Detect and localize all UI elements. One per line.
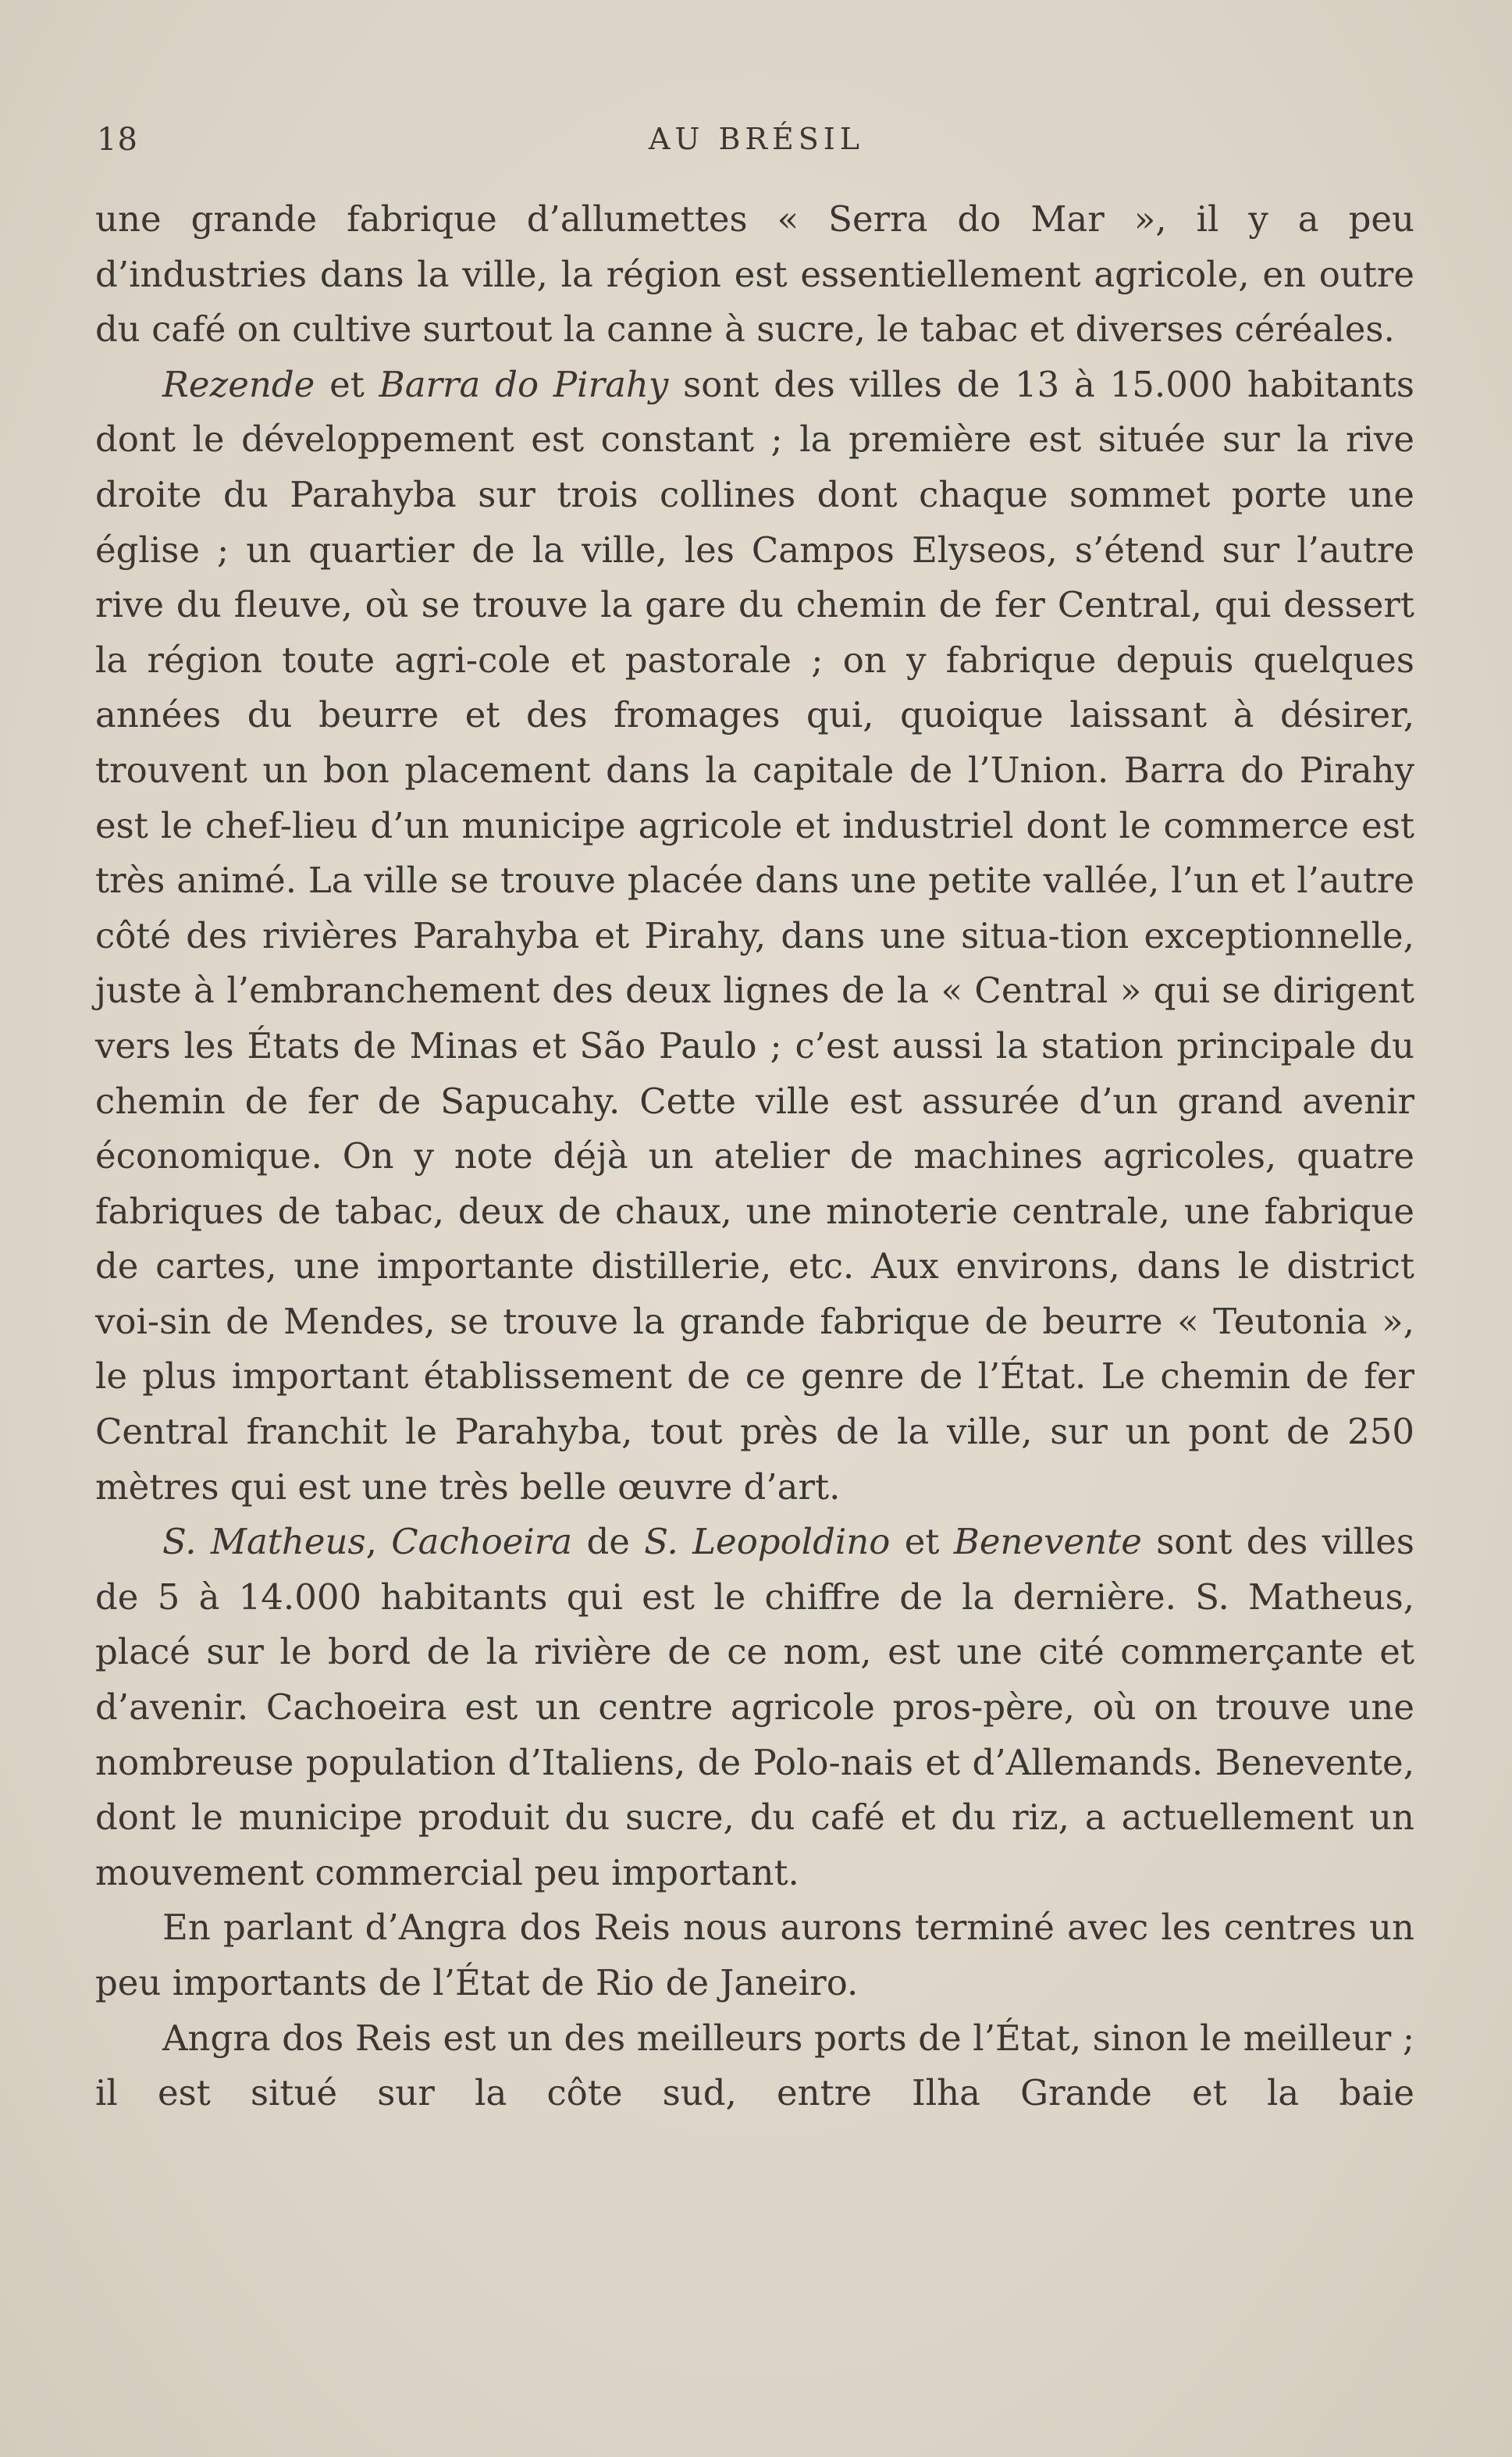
paragraph-2-text: sont des villes de 13 à 15.000 habitants dont le développement est constant ; la première est située sur la rive droite du Parahyba sur trois collines dont chaque sommet porte une église ; un quartier de la ville, les Campos Elyseos, s’étend sur l’autre rive du fleuve, où se trouve la gare du chemin de fer Central, qui dessert la région toute agri-cole et pastorale ; on y fabrique depuis quelques années du beurre et des fromages qui, quoique laissant à désirer, trouvent un bon placement dans la capitale de l’Union. Barra do Pirahy est le chef-lieu d’un municipe agricole et industriel dont le commerce est très animé. La ville se trouve placée dans une petite vallée, l’un et l’autre côté des rivières Parahyba et Pirahy, dans une situa-tion exceptionnelle, juste à l’embranchement des deux lignes de la « Central » qui se dirigent vers les États de Minas et São Paulo ; c’est aussi la station principale du chemin de fer de Sapucahy. Cette ville est assurée d’un grand avenir économique. On y note déjà un atelier de machines agricoles, quatre fabriques de tabac, deux de chaux, une minoterie centrale, une fabrique de cartes, une importante distillerie, etc. Aux environs, dans le district voi-sin de Mendes, se trouve la grande fabrique de beurre « Teutonia », le plus important établissement de ce genre de l’État. Le chemin de fer Central franchit le Parahyba, tout près de la ville, sur un pont de 250 mètres qui est une très belle œuvre d’art. — [95, 363, 1415, 1508]
connector-text: de — [572, 1521, 645, 1563]
paragraph-3 — [95, 1515, 1414, 1900]
place-name-benevente: Benevente — [953, 1521, 1142, 1563]
place-name-s-leopoldino: S. Leopoldino — [644, 1521, 891, 1563]
paragraph-4: En parlant d’Angra dos Reis nous aurons terminé avec les centres un peu importants de l’État de Rio de Janeiro. — [95, 1907, 1414, 2003]
page-number: 18 — [97, 122, 138, 158]
running-title: AU BRÉSIL — [648, 122, 865, 156]
paragraph-2 — [95, 358, 1414, 1515]
paragraph-3-text: sont des villes de 5 à 14.000 habitants qui est le chiffre de la dernière. S. Matheus, placé sur le bord de la rivière de ce nom, est une cité commerçante et d’avenir. Cachoeira est un centre agricole pros-père, où on trouve une nombreuse population d’Italiens, de Polo-nais et d’Allemands. Benevente, dont le municipe produit du sucre, du café et du riz, a actuellement un mouvement commercial peu important. — [95, 1521, 1415, 1893]
body-text — [95, 192, 1414, 2121]
place-name-cachoeira: Cachoeira — [391, 1521, 573, 1563]
place-name-rezende: Rezende — [162, 363, 315, 405]
place-name-barra-do-pirahy: Barra do Pirahy — [379, 363, 669, 405]
connector-text: et — [315, 363, 379, 405]
connector-text: , — [365, 1521, 392, 1563]
connector-text: et — [890, 1521, 954, 1563]
paragraph-1: une grande fabrique d’allumettes « Serra do Mar », il y a peu d’industries dans la ville, la région est essentiellement agricole, en outre du café on cultive surtout la canne à sucre, le tabac et diverses céréales. — [95, 198, 1414, 351]
place-name-s-matheus: S. Matheus — [162, 1521, 366, 1563]
paragraph-5: Angra dos Reis est un des meilleurs ports de l’État, sinon le meilleur ; il est situé sur la côte sud, entre Ilha Grande et la baie — [95, 2017, 1414, 2114]
page-header — [97, 116, 1416, 162]
